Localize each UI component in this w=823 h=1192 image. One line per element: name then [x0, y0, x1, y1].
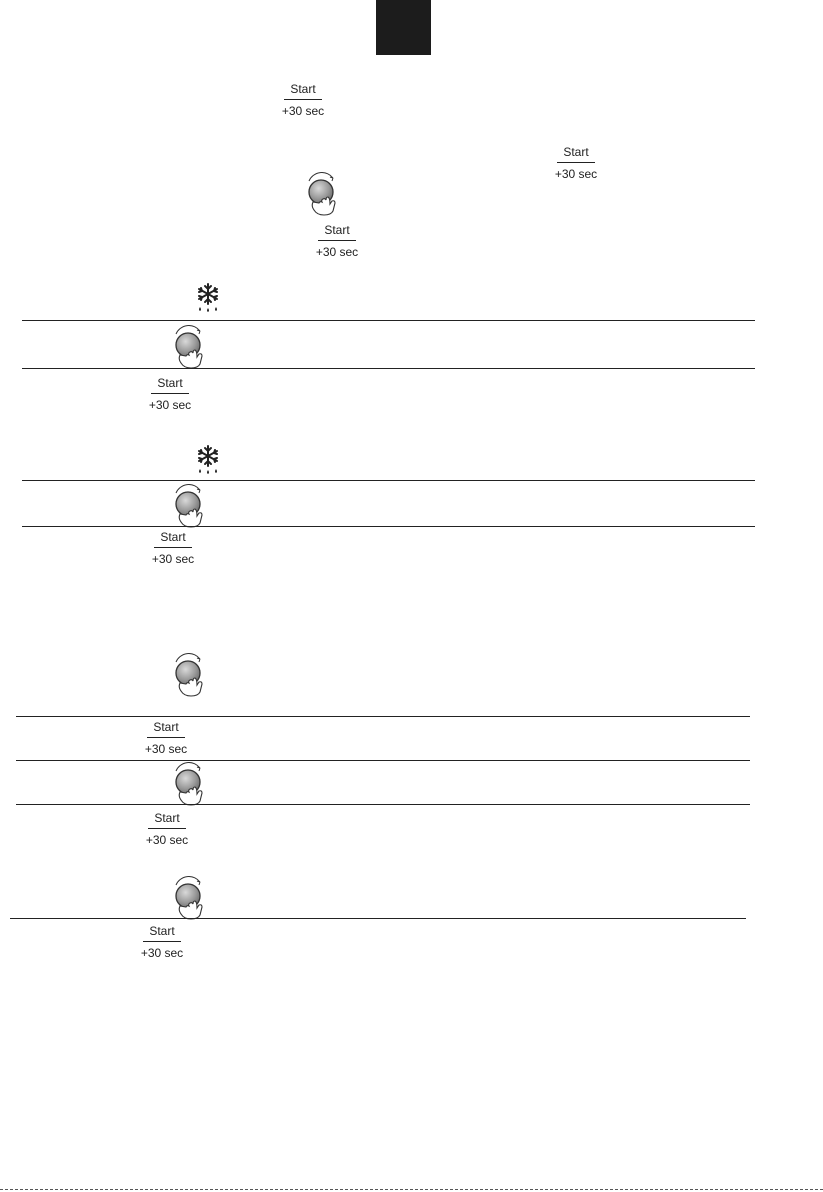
start-label: Start — [143, 925, 181, 942]
divider — [16, 760, 750, 761]
rotary-knob-icon[interactable] — [170, 484, 210, 528]
rotary-knob-icon[interactable] — [170, 876, 210, 920]
header-tab — [376, 0, 431, 55]
plus-30-sec-label: +30 sec — [144, 742, 188, 756]
start-button[interactable] — [546, 146, 606, 180]
divider — [22, 526, 755, 527]
plus-30-sec-label: +30 sec — [145, 833, 189, 847]
start-label: Start — [557, 146, 595, 163]
rotary-knob-icon[interactable] — [170, 653, 210, 697]
start-label: Start — [154, 531, 192, 548]
plus-30-sec-label: +30 sec — [315, 245, 359, 259]
plus-30-sec-label: +30 sec — [148, 398, 192, 412]
start-label: Start — [147, 721, 185, 738]
divider — [16, 804, 750, 805]
start-button[interactable] — [136, 721, 196, 755]
rotary-knob-icon[interactable] — [170, 762, 210, 806]
divider — [22, 368, 755, 369]
divider — [10, 918, 746, 919]
rotary-knob-icon[interactable] — [303, 172, 343, 216]
start-label: Start — [284, 83, 322, 100]
page-bottom-edge — [0, 1189, 823, 1190]
start-button[interactable] — [307, 224, 367, 258]
plus-30-sec-label: +30 sec — [151, 552, 195, 566]
start-button[interactable] — [140, 377, 200, 411]
divider — [16, 716, 750, 717]
start-label: Start — [151, 377, 189, 394]
defrost-snowflake-icon — [191, 443, 225, 477]
divider — [22, 480, 755, 481]
start-button[interactable] — [132, 925, 192, 959]
start-button[interactable] — [137, 812, 197, 846]
plus-30-sec-label: +30 sec — [281, 104, 325, 118]
plus-30-sec-label: +30 sec — [554, 167, 598, 181]
plus-30-sec-label: +30 sec — [140, 946, 184, 960]
defrost-snowflake-icon — [191, 281, 225, 315]
rotary-knob-icon[interactable] — [170, 325, 210, 369]
start-label: Start — [318, 224, 356, 241]
start-button[interactable] — [143, 531, 203, 565]
start-label: Start — [148, 812, 186, 829]
start-button[interactable] — [273, 83, 333, 117]
divider — [22, 320, 755, 321]
